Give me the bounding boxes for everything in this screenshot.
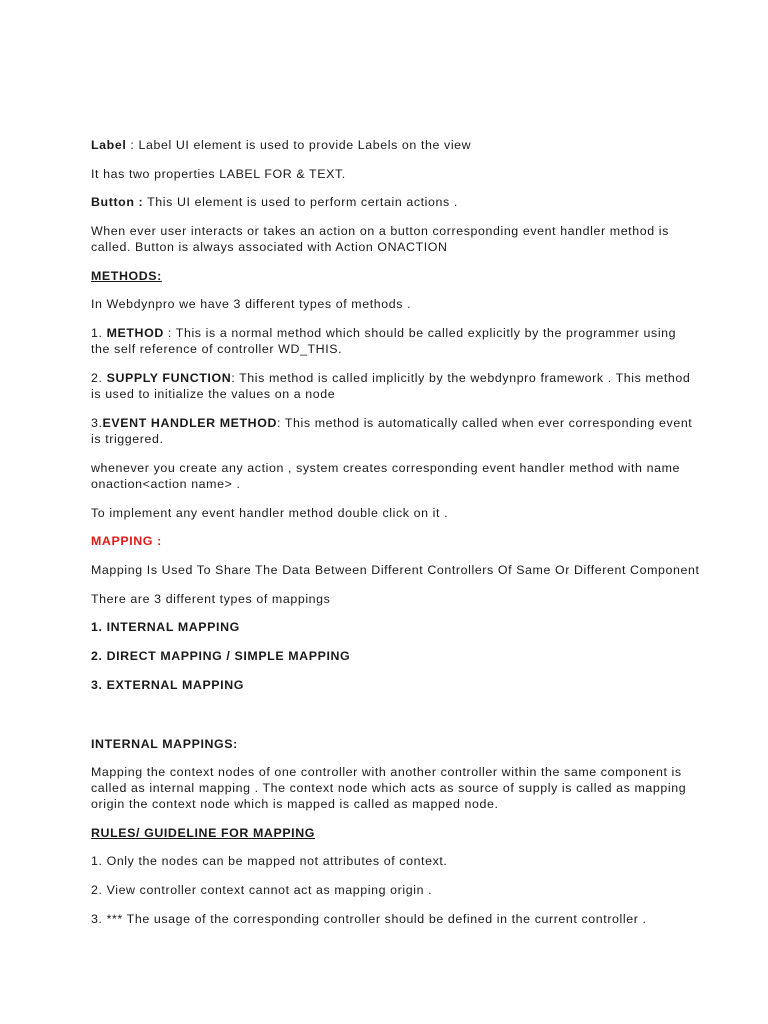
rule-1: 1. Only the nodes can be mapped not attributes of context. <box>91 854 448 868</box>
rule-2: 2. View controller context cannot act as mapping origin . <box>91 883 433 897</box>
label-definition <box>91 137 691 153</box>
rule-3: 3. *** The usage of the corresponding controller should be defined in the current controller . <box>91 912 647 926</box>
implement-note: To implement any event handler method double click on it . <box>91 506 449 520</box>
label-description: : Label UI element is used to provide Labels on the view <box>126 138 472 152</box>
method-item-1-line-2: the self reference of controller WD_THIS. <box>91 342 343 356</box>
action-paragraph-line-2: onaction<action name> . <box>91 477 241 491</box>
method-1-text: : This is a normal method which should be called explicitly by the programmer using <box>163 326 677 340</box>
label-properties: It has two properties LABEL FOR & TEXT. <box>91 167 346 181</box>
mapping-heading: MAPPING : <box>91 534 162 548</box>
method-2-term: SUPPLY FUNCTION <box>106 371 232 385</box>
button-term: Button : <box>91 195 144 209</box>
label-term: Label <box>91 138 127 152</box>
action-paragraph-line-1: whenever you create any action , system creates corresponding event handler method with name <box>91 461 680 475</box>
method-item-2 <box>91 370 691 386</box>
method-2-text: : This method is called implicitly by the webdynpro framework . This method <box>231 371 691 385</box>
mapping-types-intro: There are 3 different types of mappings <box>91 592 331 606</box>
internal-mappings-heading: INTERNAL MAPPINGS: <box>91 737 238 751</box>
methods-heading: METHODS: <box>91 269 162 283</box>
method-3-term: EVENT HANDLER METHOD <box>102 416 278 430</box>
mapping-description: Mapping Is Used To Share The Data Between Different Controllers Of Same Or Different Component <box>91 563 700 577</box>
mapping-type-1: 1. INTERNAL MAPPING <box>91 620 240 634</box>
method-2-number: 2. <box>91 371 107 385</box>
internal-paragraph-line-1: Mapping the context nodes of one controller with another controller within the same component is <box>91 765 682 779</box>
method-item-3-line-2: is triggered. <box>91 432 164 446</box>
button-paragraph-line-2: called. Button is always associated with Action ONACTION <box>91 240 448 254</box>
rules-heading: RULES/ GUIDELINE FOR MAPPING <box>91 826 316 840</box>
method-item-2-line-2: is used to initialize the values on a node <box>91 387 336 401</box>
button-description: This UI element is used to perform certain actions . <box>143 195 458 209</box>
method-1-term: METHOD <box>106 326 164 340</box>
method-1-number: 1. <box>91 326 107 340</box>
internal-paragraph-line-2: called as internal mapping . The context node which acts as source of supply is called as mapping <box>91 781 687 795</box>
method-item-3 <box>91 415 691 431</box>
method-3-text: : This method is automatically called when ever corresponding event <box>277 416 693 430</box>
mapping-type-3: 3. EXTERNAL MAPPING <box>91 678 244 692</box>
button-definition <box>91 194 691 210</box>
methods-intro: In Webdynpro we have 3 different types of methods . <box>91 297 412 311</box>
method-item-1 <box>91 325 691 341</box>
internal-paragraph-line-3: origin the context node which is mapped is called as mapped node. <box>91 797 499 811</box>
mapping-type-2: 2. DIRECT MAPPING / SIMPLE MAPPING <box>91 649 351 663</box>
button-paragraph-line-1: When ever user interacts or takes an action on a button corresponding event handler method is <box>91 224 669 238</box>
method-3-number: 3. <box>91 416 103 430</box>
